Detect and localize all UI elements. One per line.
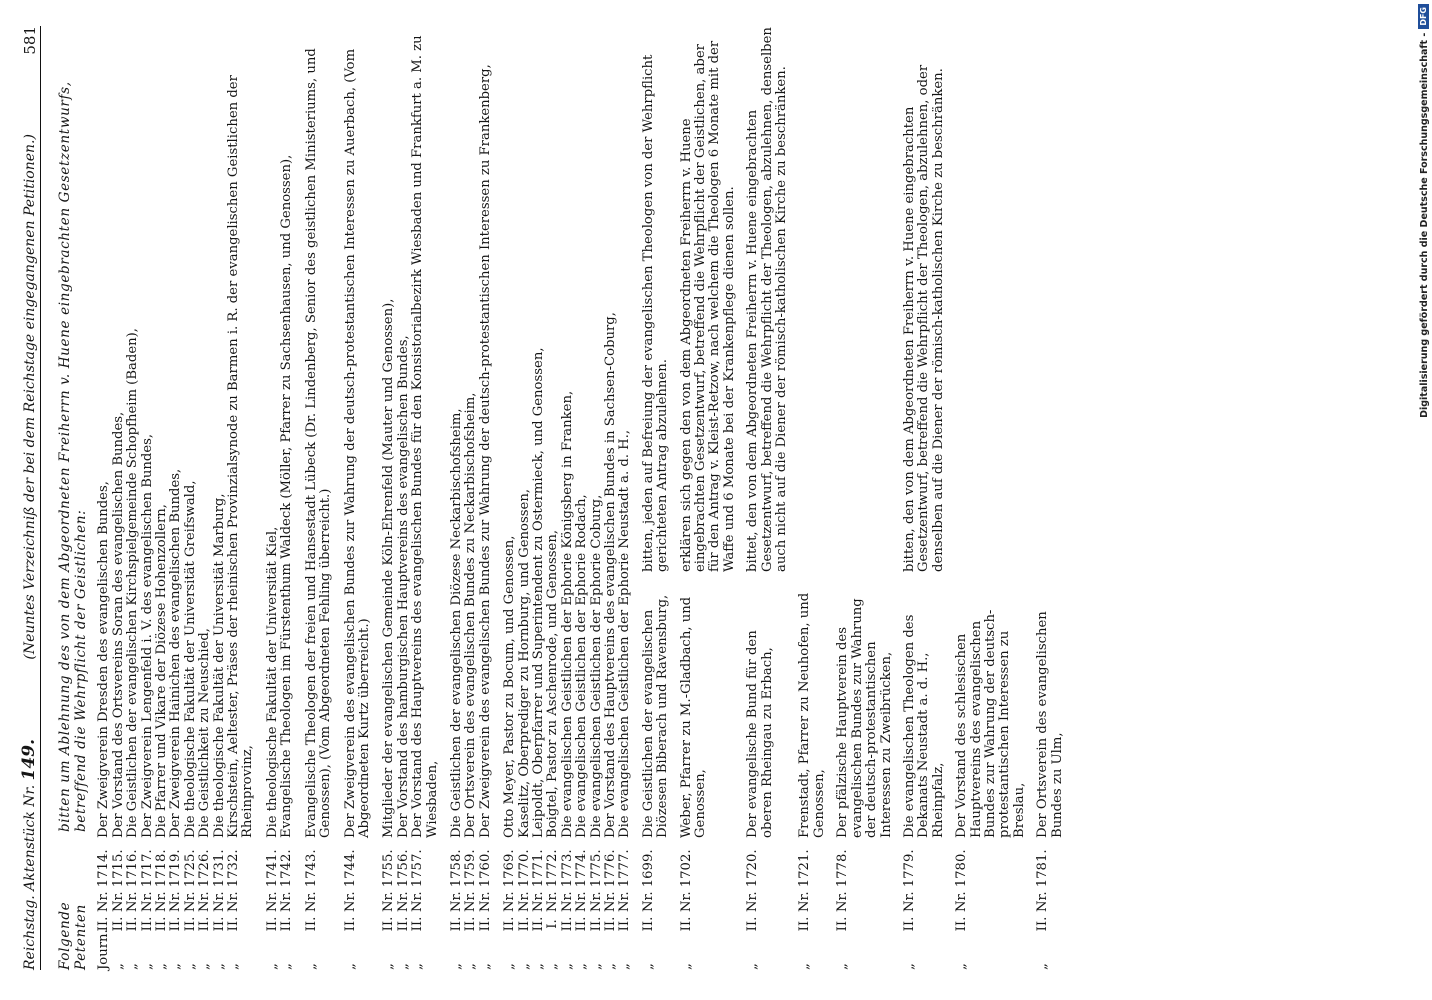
- petition-number: Nr. 1774.: [574, 849, 590, 912]
- page-number: 581: [21, 26, 39, 55]
- journal-mark: „: [603, 963, 618, 970]
- list-item: [955, 26, 1027, 970]
- list-item: [382, 26, 396, 970]
- list-item: [561, 26, 575, 970]
- petitioner-text: Der Vorstand des Hauptvereins des evangelischen Bundes für den Konsistorialbezirk Wiesbaden und Frankfurt a. M. zu Wiesbaden,: [410, 35, 440, 838]
- journal-mark: „: [264, 963, 280, 970]
- committee-mark: II.: [1035, 916, 1051, 932]
- committee-mark: II.: [395, 916, 411, 932]
- intro-text: bitten um Ablehnung des von dem Abgeordneten Freiherrn v. Huene eingebrachten Gesetzentwurfs, betreffend die Wehrpflicht der Geistlichen:: [57, 81, 90, 832]
- journal-mark: „: [559, 963, 575, 970]
- journal-mark: „: [226, 963, 242, 970]
- journal-mark: „: [530, 963, 546, 970]
- committee-mark: II.: [588, 916, 604, 932]
- journal-mark: „: [303, 963, 319, 970]
- journal-mark: „: [448, 963, 464, 970]
- committee-mark: II.: [901, 916, 917, 932]
- petition-number: Nr. 1756.: [395, 849, 411, 912]
- committee-mark: II.: [954, 916, 970, 932]
- journal-mark: „: [502, 963, 518, 970]
- dfg-logo: DFG: [1418, 4, 1429, 29]
- list-item: [503, 26, 517, 970]
- petitioner-text: Der pfälzische Hauptverein des evangelischen Bundes zur Wahrung der deutsch-protestantischen Interessen zu Zweibrücken,: [835, 598, 894, 838]
- list-item: [141, 26, 155, 970]
- committee-mark: II.: [264, 916, 280, 932]
- journal-mark: „: [154, 963, 170, 970]
- petition-number: Nr. 1755.: [381, 849, 397, 912]
- committee-mark: II.: [96, 916, 112, 932]
- journal-mark: „: [395, 963, 411, 970]
- petition-number: Nr. 1777.: [617, 849, 633, 912]
- journal-mark: „: [901, 963, 917, 970]
- journal-mark: „: [835, 963, 851, 970]
- committee-mark: II.: [197, 916, 213, 932]
- petitioner-text: Die Pfarrer und Vikare der Diözese Hohenzollern,: [154, 504, 170, 838]
- list-item: [266, 26, 280, 970]
- list-item: [604, 26, 618, 970]
- committee-mark: II.: [381, 916, 397, 932]
- list-item: [280, 26, 294, 970]
- committee-mark: II.: [410, 916, 426, 932]
- petitioner-text: Der Vorstand des hamburgischen Hauptvereins des evangelischen Bundes,: [395, 335, 411, 838]
- committee-mark: II.: [211, 916, 227, 932]
- petition-number: Nr. 1716.: [125, 849, 141, 912]
- list-item: [184, 26, 198, 970]
- running-head-left: [19, 738, 39, 970]
- petitioner-text: Otto Meyer, Pastor zu Bocum, und Genossen,: [502, 535, 518, 838]
- list-item: [464, 26, 478, 970]
- petition-number: Nr. 1773.: [559, 849, 575, 912]
- list-item: [575, 26, 589, 970]
- committee-mark: II.: [502, 916, 518, 932]
- journal-mark: „: [588, 963, 604, 970]
- list-item: [169, 26, 183, 970]
- list-item: [397, 26, 411, 970]
- intro: [57, 26, 89, 970]
- list-item: [344, 26, 373, 970]
- committee-mark: II.: [226, 916, 242, 932]
- petition-number: Nr. 1772.: [545, 849, 561, 912]
- list-item: [532, 26, 546, 970]
- petition-number: Nr. 1726.: [197, 849, 213, 912]
- petition-number: Nr. 1779.: [901, 849, 917, 912]
- journal-mark: „: [797, 963, 813, 970]
- journal-mark: „: [168, 963, 184, 970]
- petitioner-text: Der Zweigverein des evangelischen Bundes zur Wahrung der deutsch-protestantischen Interessen zu Frankenberg,: [477, 64, 493, 838]
- petitioner-text: Die Geistlichen der evangelischen Diözesen Biberach und Ravensburg,: [640, 594, 671, 838]
- petitioner-text: Der Zweigverein Lengenfeld i. V. des evangelischen Bundes,: [139, 433, 155, 838]
- list-item: [213, 26, 227, 970]
- petition-number: Nr. 1732.: [226, 849, 242, 912]
- committee-mark: II.: [168, 916, 184, 932]
- list-item: [97, 26, 111, 970]
- petition-number: Nr. 1721.: [797, 849, 813, 912]
- document-number: 149.: [19, 738, 39, 781]
- journal-mark: „: [211, 963, 227, 970]
- petitioner-text: Die evangelischen Geistlichen der Ephorie Neustadt a. d. H.,: [617, 429, 633, 838]
- petition-number: Nr. 1715.: [110, 849, 126, 912]
- petition-number: Nr. 1744.: [342, 849, 358, 912]
- list-item: [746, 26, 789, 970]
- petition-number: Nr. 1725.: [182, 849, 198, 912]
- request-text: erklären sich gegen den von dem Abgeordneten Freiherrn v. Huene eingebrachten Gesetzentwurf, betreffend die Wehrpflicht der Geistlichen, aber für den Antrag v. Kleist-Retzow, nach welchem die Theologen 6 Monate mit der Waffe und 6 Monate bei der Krankenpflege dienen sollen.: [678, 40, 737, 572]
- petition-number: Nr. 1741.: [264, 849, 280, 912]
- journal-mark: „: [617, 963, 633, 970]
- list-item: [198, 26, 212, 970]
- committee-mark: II.: [617, 916, 633, 932]
- committee-mark: I.: [545, 919, 561, 929]
- committee-mark: II.: [342, 916, 358, 932]
- committee-mark: II.: [516, 916, 532, 932]
- committee-mark: II.: [125, 916, 141, 932]
- petition-number: Nr. 1778.: [835, 849, 851, 912]
- petition-number: Nr. 1714.: [96, 849, 112, 912]
- petitioner-text: Evangelische Theologen der freien und Hansestadt Lübeck (Dr. Lindenberg, Senior des geistlichen Ministeriums, und Genossen), (Vom Abgeordneten Fehling überreicht.): [303, 48, 334, 838]
- petition-requests: [642, 26, 1065, 970]
- request-text: bitten, den von dem Abgeordneten Freiherrn v. Huene eingebrachten Gesetzentwurf, betreffend die Wehrpflicht der Theologen, abzulehnen, oder denselben auf die Diener der römisch-katholischen Kirche zu beschränken.: [901, 64, 946, 572]
- petition-number: Nr. 1769.: [502, 849, 518, 912]
- list-item: [155, 26, 169, 970]
- committee-mark: II.: [303, 916, 319, 932]
- journal-mark: „: [279, 963, 295, 970]
- journal-mark: „: [463, 963, 479, 970]
- petition-number: Nr. 1699.: [640, 849, 656, 912]
- petition-number: Nr. 1757.: [410, 849, 426, 912]
- credit-text: Digitalisierung gefördert durch die Deutsche Forschungsgemeinschaft -: [1419, 32, 1430, 418]
- petitioner-text: Mitglieder der evangelischen Gemeinde Köln-Ehrenfeld (Mauter und Genossen),: [381, 298, 397, 838]
- petitioner-text: Frenstadt, Pfarrer zu Neuhofen, und Genossen,: [797, 592, 827, 838]
- committee-mark: II.: [154, 916, 170, 932]
- journal-mark: „: [139, 963, 155, 970]
- petitioner-text: Evangelische Theologen im Fürstenthum Waldeck (Möller, Pfarrer zu Sachsenhausen, und Genossen),: [279, 154, 295, 838]
- running-head-prefix: Reichstag. Aktenstück Nr.: [22, 784, 38, 970]
- petition-number: Nr. 1759.: [463, 849, 479, 912]
- journal-mark: „: [640, 963, 656, 970]
- list-item: [479, 26, 493, 970]
- list-item: [305, 26, 334, 970]
- petitioner-text: Die theologische Fakultät der Universität Greifswald,: [182, 480, 198, 838]
- petition-number: Nr. 1718.: [154, 849, 170, 912]
- petition-number: Nr. 1720.: [745, 849, 761, 912]
- list-item: [903, 26, 946, 970]
- committee-mark: II.: [745, 916, 761, 932]
- petition-number: Nr. 1731.: [211, 849, 227, 912]
- committee-mark: II.: [139, 916, 155, 932]
- petition-number: Nr. 1760.: [477, 849, 493, 912]
- committee-mark: II.: [574, 916, 590, 932]
- petition-number: Nr. 1758.: [448, 849, 464, 912]
- petition-list: [97, 26, 632, 970]
- journal-mark: „: [477, 963, 493, 970]
- list-item: [1036, 26, 1065, 970]
- petition-number: Nr. 1780.: [954, 849, 970, 912]
- petition-number: Nr. 1702.: [678, 849, 694, 912]
- petitioner-text: Der Vorstand des Ortsvereins Soran des evangelischen Bundes,: [110, 411, 126, 838]
- petitioner-text: Kaselitz, Oberprediger zu Hornburg, und Genossen,: [516, 488, 532, 838]
- committee-mark: II.: [797, 916, 813, 932]
- list-item: [112, 26, 126, 970]
- petitioner-text: Boigtel, Pastor zu Aschenrode, und Genossen,: [545, 529, 561, 838]
- journal-mark: „: [125, 963, 141, 970]
- running-head: [19, 26, 41, 970]
- committee-mark: II.: [448, 916, 464, 932]
- committee-mark: II.: [182, 916, 198, 932]
- petitioner-text: Die evangelischen Theologen des Dekanats Neustadt a. d. H., Rheinpfalz,: [901, 614, 946, 838]
- committee-mark: II.: [835, 916, 851, 932]
- committee-mark: II.: [640, 916, 656, 932]
- list-item: [836, 26, 894, 970]
- petitioner-text: Der evangelische Bund für den oberen Rheingau zu Erbach,: [745, 630, 775, 838]
- list-item: [450, 26, 464, 970]
- list-item: [798, 26, 827, 970]
- petition-number: Nr. 1719.: [168, 849, 184, 912]
- committee-mark: II.: [110, 916, 126, 932]
- list-item: [546, 26, 560, 970]
- list-item: [680, 26, 738, 970]
- request-text: [955, 26, 1027, 576]
- journal-mark: „: [545, 963, 561, 970]
- journal-mark: „: [745, 963, 761, 970]
- request-text: bittet, den von dem Abgeordneten Freiherrn v. Huene eingebrachten Gesetzentwurf, betreffend die Wehrpflicht der Theologen, abzulehnen, denselben auch nicht auf die Diener der römisch-katholischen Kirche zu beschränken.: [745, 27, 790, 572]
- petitioner-text: Der Zweigverein Dresden des evangelischen Bundes,: [96, 481, 112, 838]
- petitioner-text: Der Zweigverein des evangelischen Bundes zur Wahrung der deutsch-protestantischen Interessen zu Auerbach, (Vom Abgeordneten Kurtz überreicht.): [342, 48, 372, 838]
- petitioner-text: Der Zweigverein Hainichen des evangelischen Bundes,: [168, 468, 184, 838]
- committee-mark: II.: [463, 916, 479, 932]
- list-item: [642, 26, 671, 970]
- list-item: [411, 26, 440, 970]
- petitioner-text: Die evangelischen Geistlichen der Ephorie Coburg,: [588, 494, 604, 838]
- digitization-credit: [1417, 0, 1432, 1000]
- request-text: [1036, 26, 1065, 576]
- petitioner-text: Der Vorstand des schlesischen Hauptvereins des evangelischen Bundes zur Wahrung der deutsch-protestantischen Interessen zu Breslau,: [954, 609, 1027, 838]
- journal-mark: „: [110, 963, 126, 970]
- request-text: [798, 26, 827, 576]
- petitioner-text: Die evangelischen Geistlichen der Ephorie Rodach,: [574, 494, 590, 838]
- petitioner-text: Die Geistlichen der evangelischen Kirchspielgemeinde Schopfheim (Baden),: [125, 328, 141, 838]
- running-head-title: (Neuntes Verzeichniß der bei dem Reichstage eingegangenen Petitionen.): [22, 134, 38, 660]
- petition-number: Nr. 1770.: [516, 849, 532, 912]
- journal-mark: Journ.: [96, 929, 112, 970]
- request-text: [836, 26, 894, 576]
- journal-mark: „: [182, 963, 198, 970]
- petitioner-text: Die Geistlichkeit zu Neuschied,: [197, 627, 213, 838]
- list-item: [227, 26, 256, 970]
- journal-mark: „: [381, 963, 397, 970]
- petition-number: Nr. 1742.: [279, 849, 295, 912]
- list-item: [590, 26, 604, 970]
- petition-number: Nr. 1776.: [603, 849, 618, 912]
- petitioner-text: Die Geistlichen der evangelischen Diözese Neckarbischofsheim,: [448, 408, 464, 838]
- journal-mark: „: [197, 963, 213, 970]
- petition-number: Nr. 1781.: [1035, 849, 1051, 912]
- petitioner-text: Die theologische Fakultät der Universität Marburg,: [211, 493, 227, 838]
- committee-mark: II.: [603, 916, 618, 932]
- petition-number: Nr. 1771.: [530, 849, 546, 912]
- journal-mark: „: [1035, 963, 1051, 970]
- petition-number: Nr. 1775.: [588, 849, 604, 912]
- journal-mark: „: [410, 963, 426, 970]
- petitioner-text: Der Vorstand des Hauptvereins des evangelischen Bundes in Sachsen-Coburg,: [603, 312, 618, 838]
- petitioner-text: Kirschstein, Aeltester, Präses der rheinischen Provinzialsynode zu Barmen i. R. der evangelischen Geistlichen der Rheinprovinz,: [226, 75, 256, 838]
- petitioner-text: Der Ortsverein des evangelischen Bundes zu Neckarbischofsheim,: [463, 392, 479, 838]
- petition-number: Nr. 1743.: [303, 849, 319, 912]
- petitioner-text: Die evangelischen Geistlichen der Ephorie Königsberg in Franken,: [559, 390, 575, 838]
- journal-mark: „: [678, 963, 694, 970]
- committee-mark: II.: [678, 916, 694, 932]
- list-item: [126, 26, 140, 970]
- petitioner-text: Der Ortsverein des evangelischen Bundes zu Ulm,: [1035, 611, 1065, 838]
- committee-mark: II.: [559, 916, 575, 932]
- committee-mark: II.: [477, 916, 493, 932]
- petitioner-text: Die theologische Fakultät der Universität Kiel,: [264, 526, 280, 838]
- request-text: bitten, jeden auf Befreiung der evangelischen Theologen von der Wehrpflicht gerichteten Antrag abzulehnen.: [640, 54, 671, 572]
- petitioner-text: Leipoldt, Oberpfarrer und Superintendent zu Ostermieck, und Genossen,: [530, 347, 546, 838]
- petitioner-text: Weber, Pfarrer zu M.-Gladbach, und Genossen,: [678, 596, 709, 838]
- journal-mark: „: [342, 963, 358, 970]
- committee-mark: II.: [530, 916, 546, 932]
- list-item: [518, 26, 532, 970]
- intro-label: Folgende Petenten: [57, 901, 90, 970]
- committee-mark: II.: [279, 916, 295, 932]
- journal-mark: „: [954, 963, 970, 970]
- petition-number: Nr. 1717.: [139, 849, 155, 912]
- list-item: [618, 26, 632, 970]
- journal-mark: „: [516, 963, 532, 970]
- journal-mark: „: [574, 963, 590, 970]
